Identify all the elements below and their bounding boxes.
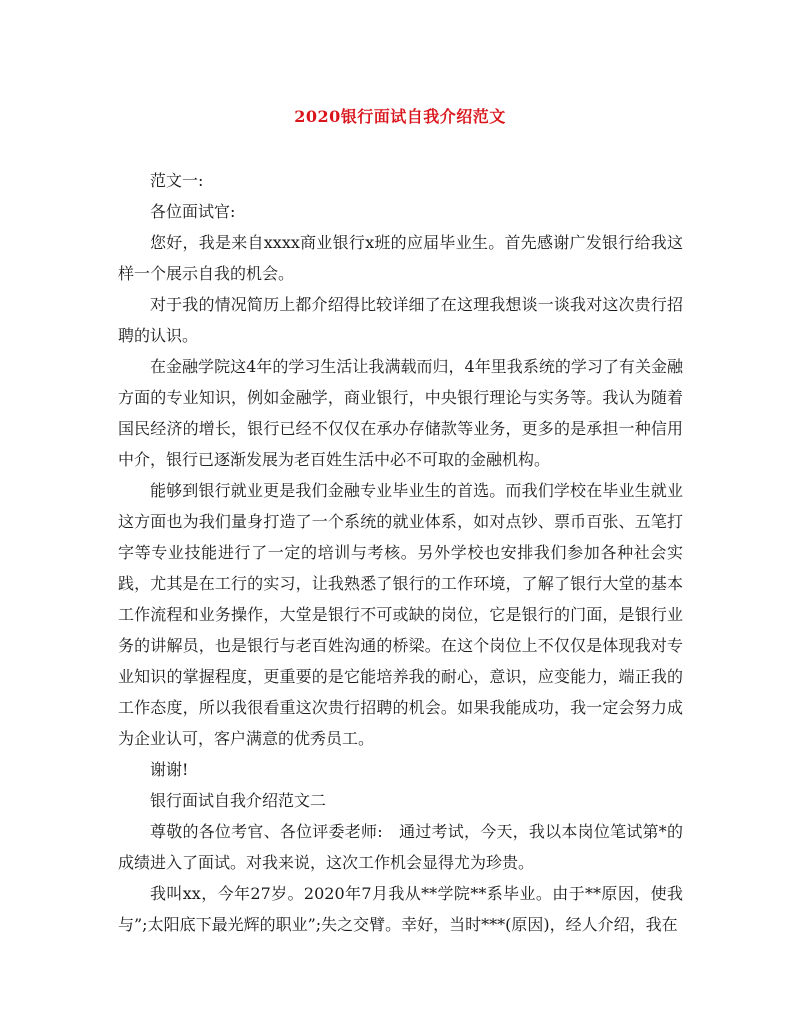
paragraph-employment: 能够到银行就业更是我们金融专业毕业生的首选。而我们学校在毕业生就业这方面也为我们量身打造了一个系统的就业体系，如对点钞、票币百张、五笔打字等专业技能进行了一定的培训与考核。另外学校也安排我们参加各种社会实践，尤其是在工行的实习，让我熟悉了银行的工作环境，了解了银行大堂的基本工作流程和业务操作，大堂是银行不可或缺的岗位，它是银行的门面，是银行业务的讲解员，也是银行与老百姓沟通的桥梁。在这个岗位上不仅仅是体现我对专业知识的掌握程度，更重要的是它能培养我的耐心，意识，应变能力，端正我的工作态度，所以我很看重这次贵行招聘的机会。如果我能成功，我一定会努力成为企业认可，客户满意的优秀员工。 — [118, 481, 683, 748]
document-title: 2020银行面试自我介绍范文 — [294, 107, 506, 126]
paragraph-sample-two-intro: 我叫xx，今年27岁。2020年7月我从**学院**系毕业。由于**原因，使我与”;太阳底下最光辉的职业”;失之交臂。幸好，当时***(原因)，经人介绍，我在 — [118, 884, 683, 934]
document-body — [118, 165, 683, 940]
paragraph-sample-two-heading: 银行面试自我介绍范文二 — [150, 791, 327, 810]
paragraph-sample-label: 范文一: — [150, 171, 204, 190]
paragraph-education: 在金融学院这4年的学习生活让我满载而归，4年里我系统的学习了有关金融方面的专业知识，例如金融学，商业银行，中央银行理论与实务等。我认为随着国民经济的增长，银行已经不仅仅在承办存储款等业务，更多的是承担一种信用中介，银行已逐渐发展为老百姓生活中必不可取的金融机构。 — [118, 357, 683, 469]
paragraph-salutation: 各位面试官: — [150, 202, 236, 221]
paragraph-thanks: 谢谢! — [150, 760, 189, 779]
paragraph-sample-two-opening: 尊敬的各位考官、各位评委老师: 通过考试，今天，我以本岗位笔试第*的成绩进入了面试。对我来说，这次工作机会显得尤为珍贵。 — [118, 822, 683, 872]
paragraph-greeting: 您好，我是来自xxxx商业银行x班的应届毕业生。首先感谢广发银行给我这样一个展示自我的机会。 — [118, 233, 683, 283]
paragraph-resume-note: 对于我的情况简历上都介绍得比较详细了在这理我想谈一谈我对这次贵行招聘的认识。 — [118, 295, 683, 345]
